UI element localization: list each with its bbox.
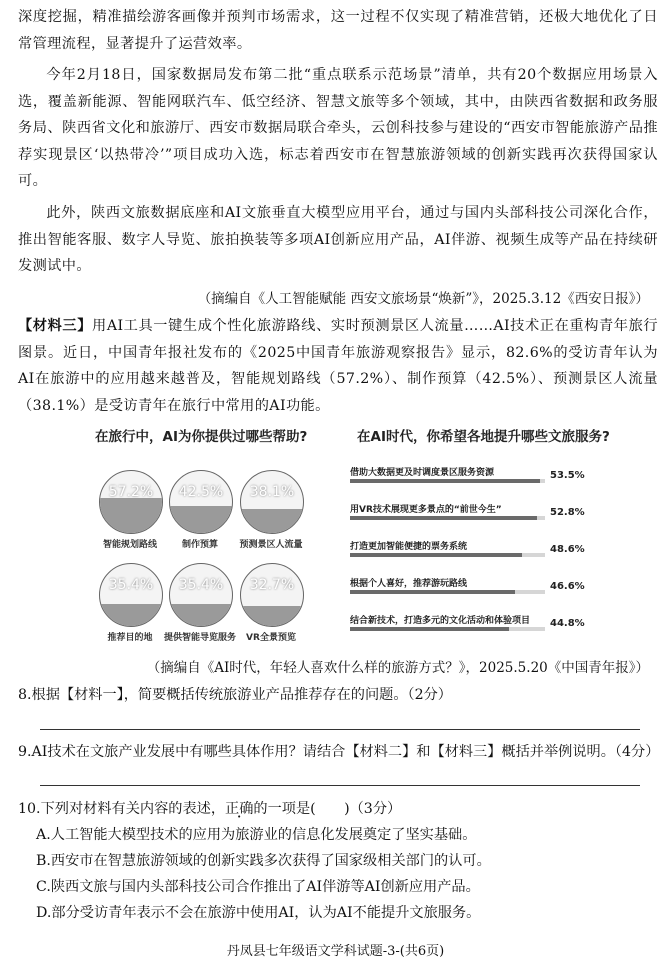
- circle-value-label: 57.2%: [108, 484, 154, 500]
- bar-value-label: 48.6%: [550, 544, 585, 555]
- question-10-tail: 的一项是( )（3分）: [253, 801, 402, 817]
- bar-track: [350, 516, 545, 520]
- question-9: 9.AI技术在文旅产业发展中有哪些具体作用？请结合【材料二】和【材料三】概括并举例说明。（4分）: [18, 744, 660, 760]
- circle-fill: [241, 509, 303, 533]
- circle-fill: [100, 604, 162, 626]
- chart-1-title: 在旅行中，AI为你提供过哪些帮助?: [95, 429, 308, 445]
- circle-fill: [100, 498, 162, 533]
- option-d[interactable]: D.部分受访青年表示不会在旅游中使用AI，认为AI不能提升文旅服务。: [36, 905, 481, 921]
- paragraph-2: 今年2月18日，国家数据局发布第二批“重点联系示范场景”清单，共有20个数据应用场景入选，覆盖新能源、智能网联汽车、低空经济、智慧文旅等多个领域，其中，由陕西省数据和政务服务局、陕西省文化和旅游厅、西安市数据局联合牵头，云创科技参与建设的“西安市智能旅游产品推荐实现景区‘以热带冷’”项目成功入选，标志着西安市在智慧旅游领域的创新实践再次获得国家认可。: [18, 67, 658, 189]
- bar-category-label: 结合新技术，打造多元的文化活动和体验项目: [350, 616, 531, 626]
- circle-value-label: 32.7%: [249, 577, 295, 593]
- circle-mark: [169, 470, 233, 534]
- circle-fill: [170, 506, 232, 533]
- bar-mark: [350, 553, 522, 557]
- page-footer: 丹凤县七年级语文学科试题-3-(共6页): [226, 944, 445, 959]
- bar-track: [350, 590, 545, 594]
- material-3-label: 【材料三】: [18, 318, 93, 334]
- bar-mark: [350, 590, 515, 594]
- source-citation-2: （摘编自《AI时代，年轻人喜欢什么样的旅游方式？》，2025.5.20《中国青年报》）: [146, 660, 649, 676]
- circle-category-label: 推荐目的地: [107, 633, 153, 643]
- option-b[interactable]: B.西安市在智慧旅游领域的创新实践多次获得了国家级相关部门的认可。: [36, 853, 491, 869]
- option-c[interactable]: C.陕西文旅与国内头部科技公司合作推出了AI伴游等AI创新应用产品。: [36, 879, 480, 895]
- answer-line-9: [40, 785, 640, 786]
- bar-category-label: 借助大数据更及时调度景区服务资源: [350, 468, 495, 478]
- circle-mark: [169, 563, 233, 627]
- answer-line-8: [40, 729, 640, 730]
- circle-category-label: 提供智能导览服务: [163, 633, 236, 643]
- question-8: 8.根据【材料一】，简要概括传统旅游业产品推荐存在的问题。（2分）: [18, 687, 452, 703]
- circle-fill: [170, 604, 232, 626]
- circle-mark: [240, 470, 304, 534]
- bar-value-label: 52.8%: [550, 507, 585, 518]
- material-3-paragraph: [18, 313, 658, 419]
- circle-category-label: 制作预算: [181, 540, 218, 550]
- source-citation-1: （摘编自《人工智能赋能 西安文旅场景“焕新”》，2025.3.12《西安日报》）: [197, 291, 649, 307]
- circle-category-label: VR全景预览: [246, 633, 296, 643]
- question-10-emphasis: 正确: [225, 801, 254, 817]
- bar-category-label: 根据个人喜好，推荐游玩路线: [350, 579, 468, 589]
- question-10: [18, 797, 663, 821]
- circle-mark: [240, 563, 304, 627]
- circle-category-label: 智能规划路线: [102, 540, 157, 550]
- circle-fill: [241, 606, 303, 626]
- circle-category-label: 预测景区人流量: [239, 540, 303, 550]
- paragraph-1: 深度挖掘，精准描绘游客画像并预判市场需求，这一过程不仅实现了精准营销，还极大地优化了日常管理流程，显著提升了运营效率。: [18, 9, 658, 52]
- bar-mark: [350, 627, 509, 631]
- bar-track: [350, 479, 545, 483]
- circle-value-label: 42.5%: [178, 484, 224, 500]
- bar-mark: [350, 516, 537, 520]
- circle-mark: [99, 563, 163, 627]
- bar-value-label: 53.5%: [550, 470, 585, 481]
- bar-track: [350, 553, 545, 557]
- paragraph-3: 此外，陕西文旅数据底座和AI文旅垂直大模型应用平台，通过与国内头部科技公司深化合作，推出智能客服、数字人导览、旅拍换装等多项AI创新应用产品，AI伴游、视频生成等产品在持续研发测试中。: [18, 205, 658, 274]
- option-a[interactable]: A.人工智能大模型技术的应用为旅游业的信息化发展奠定了坚实基础。: [36, 827, 477, 843]
- bar-mark: [350, 479, 540, 483]
- bar-track: [350, 627, 545, 631]
- bar-category-label: 用VR技术展现更多景点的“前世今生”: [350, 505, 502, 515]
- question-10-stem: 10.下列对材料有关内容的表述，: [18, 801, 226, 817]
- survey-infographic: [95, 425, 610, 655]
- circle-value-label: 35.4%: [178, 577, 224, 593]
- circle-value-label: 35.4%: [108, 577, 154, 593]
- chart-2-title: 在AI时代，你希望各地提升哪些文旅服务?: [357, 429, 610, 445]
- material-3-text: 用AI工具一键生成个性化旅游路线、实时预测景区人流量……AI技术正在重构青年旅行图景。近日，中国青年报社发布的《2025中国青年旅游观察报告》显示，82.6%的受访青年认为AI在旅游中的应用越来越普及，智能规划路线（57.2%）、制作预算（42.5%）、预测景区人流量（38.1%）是受访青年在旅行中常用的AI功能。: [18, 318, 658, 414]
- bar-value-label: 44.8%: [550, 618, 585, 629]
- circle-mark: [99, 470, 163, 534]
- bar-category-label: 打造更加智能便捷的票务系统: [350, 542, 468, 552]
- circle-value-label: 38.1%: [249, 484, 295, 500]
- bar-value-label: 46.6%: [550, 581, 585, 592]
